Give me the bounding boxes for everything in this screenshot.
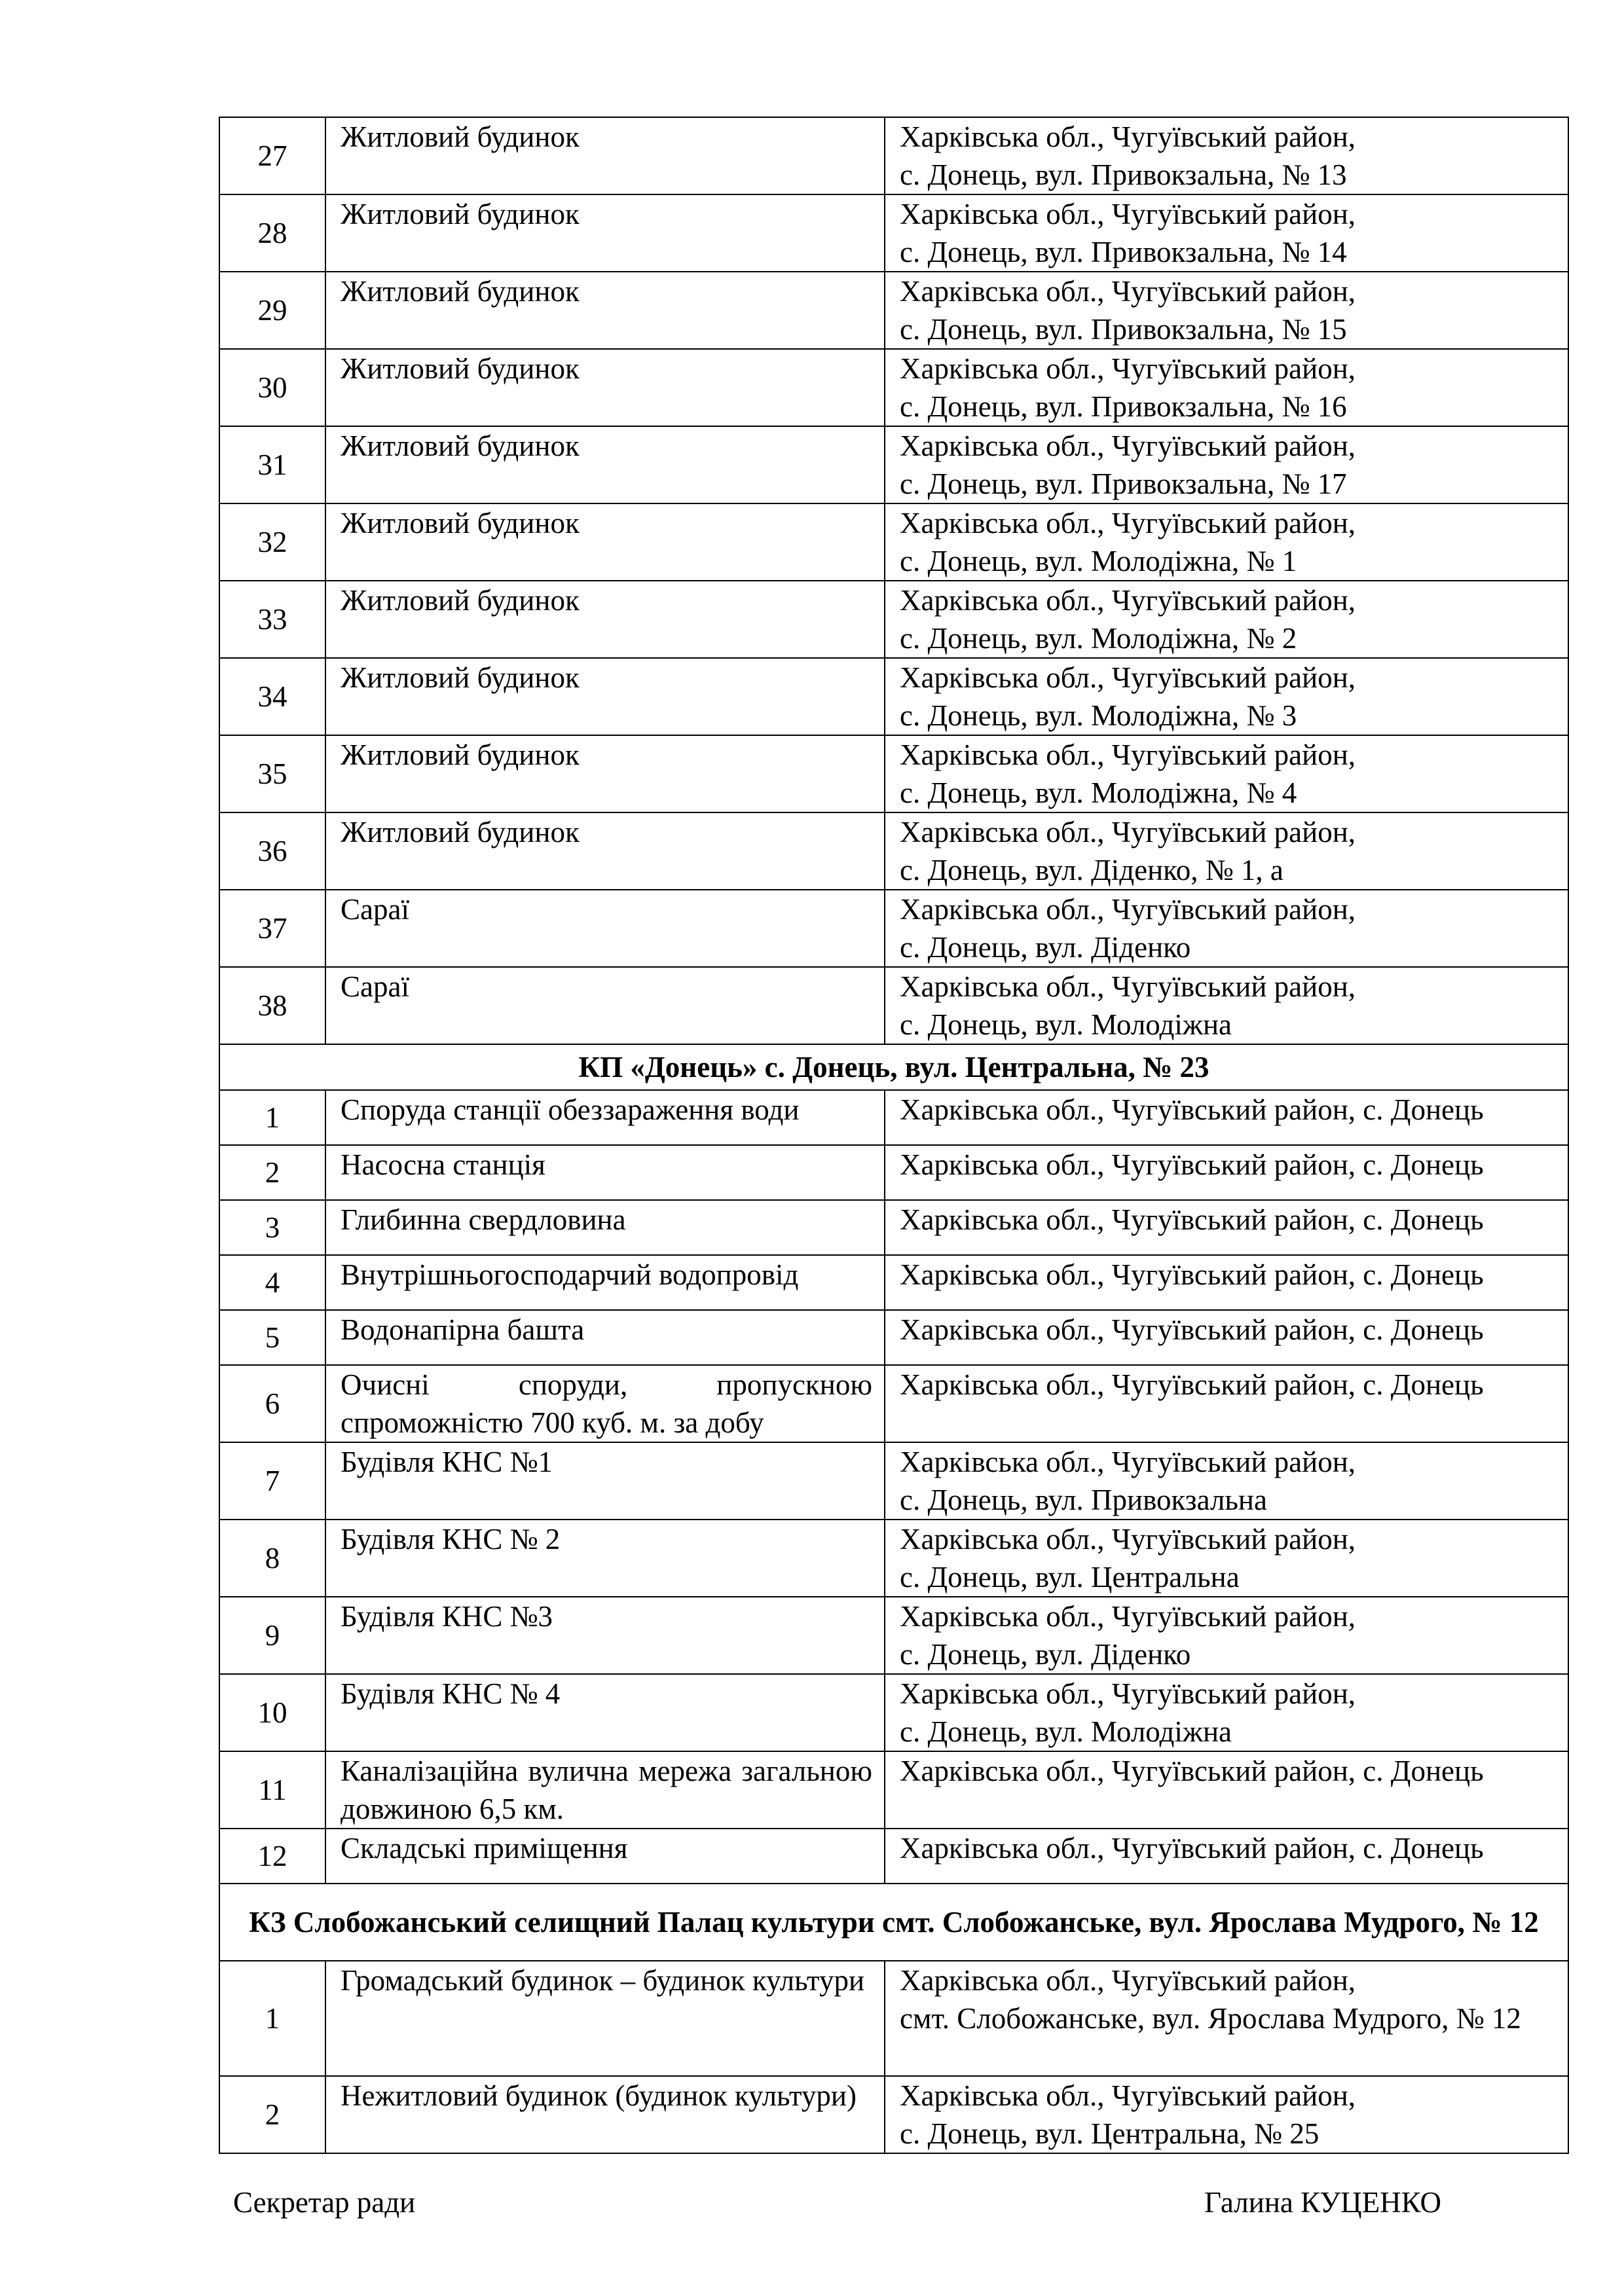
object-name: Будівля КНС №1: [325, 1442, 885, 1520]
section-heading-kz: КЗ Слобожанський селищний Палац культури смт. Слобожанське, вул. Ярослава Мудрого, № 12: [219, 1884, 1568, 1961]
object-name: Житловий будинок: [325, 349, 885, 426]
object-address: Харківська обл., Чугуївський район, с. Донець, вул. Молодіжна, № 3: [885, 658, 1568, 735]
object-address: Харківська обл., Чугуївський район, с. Донець, вул. Молодіжна, № 2: [885, 581, 1568, 658]
table-row: [219, 1145, 1568, 1200]
object-name: Насосна станція: [325, 1145, 885, 1200]
row-number: 10: [219, 1674, 325, 1751]
object-name: Будівля КНС №3: [325, 1597, 885, 1674]
signature-block: [219, 2183, 1568, 2229]
section-header-row: [219, 1044, 1568, 1090]
table-row: [219, 272, 1568, 349]
object-name: Житловий будинок: [325, 426, 885, 503]
object-name: Житловий будинок: [325, 658, 885, 735]
row-number: 34: [219, 658, 325, 735]
row-number: 3: [219, 1200, 325, 1255]
table-row: [219, 1674, 1568, 1751]
object-name: Житловий будинок: [325, 272, 885, 349]
row-number: 29: [219, 272, 325, 349]
object-name: Глибинна свердловина: [325, 1200, 885, 1255]
table-row: [219, 658, 1568, 735]
object-name: Житловий будинок: [325, 581, 885, 658]
section-header-row: [219, 1884, 1568, 1961]
object-address: Харківська обл., Чугуївський район, с. Донець: [885, 1200, 1568, 1255]
object-name: Очисні споруди, пропускною спроможністю 700 куб. м. за добу: [325, 1365, 885, 1442]
table-row: [219, 2076, 1568, 2153]
row-number: 36: [219, 812, 325, 890]
row-number: 33: [219, 581, 325, 658]
object-address: Харківська обл., Чугуївський район, с. Донець, вул. Діденко: [885, 1597, 1568, 1674]
object-address: Харківська обл., Чугуївський район, смт. Слобожанське, вул. Ярослава Мудрого, № 12: [885, 1961, 1568, 2076]
table-row: [219, 735, 1568, 812]
table-row: [219, 581, 1568, 658]
object-address: Харківська обл., Чугуївський район, с. Донець, вул. Молодіжна: [885, 1674, 1568, 1751]
row-number: 28: [219, 194, 325, 272]
object-name: Житловий будинок: [325, 194, 885, 272]
row-number: 31: [219, 426, 325, 503]
row-number: 37: [219, 890, 325, 967]
table-row: [219, 1597, 1568, 1674]
object-address: Харківська обл., Чугуївський район, с. Донець, вул. Привокзальна, № 16: [885, 349, 1568, 426]
row-number: 27: [219, 117, 325, 194]
row-number: 2: [219, 1145, 325, 1200]
object-name: Житловий будинок: [325, 812, 885, 890]
object-address: Харківська обл., Чугуївський район, с. Донець, вул. Центральна: [885, 1520, 1568, 1597]
row-number: 1: [219, 1090, 325, 1145]
object-name: Житловий будинок: [325, 117, 885, 194]
object-address: Харківська обл., Чугуївський район, с. Донець: [885, 1310, 1568, 1365]
row-number: 7: [219, 1442, 325, 1520]
object-address: Харківська обл., Чугуївський район, с. Донець: [885, 1751, 1568, 1829]
signer-name: Галина КУЦЕНКО: [1204, 2186, 1441, 2219]
object-name: Нежитловий будинок (будинок культури): [325, 2076, 885, 2153]
table-row: [219, 1751, 1568, 1829]
table-row: [219, 967, 1568, 1044]
table-row: [219, 1365, 1568, 1442]
object-name: Внутрішньогосподарчий водопровід: [325, 1255, 885, 1310]
object-address: Харківська обл., Чугуївський район, с. Донець: [885, 1829, 1568, 1884]
row-number: 6: [219, 1365, 325, 1442]
object-name: Житловий будинок: [325, 735, 885, 812]
table-row: [219, 1442, 1568, 1520]
object-address: Харківська обл., Чугуївський район, с. Донець, вул. Молодіжна, № 1: [885, 503, 1568, 581]
object-name: Каналізаційна вулична мережа загальною довжиною 6,5 км.: [325, 1751, 885, 1829]
object-address: Харківська обл., Чугуївський район, с. Донець, вул. Діденко, № 1, а: [885, 812, 1568, 890]
table-row: [219, 1200, 1568, 1255]
object-address: Харківська обл., Чугуївський район, с. Донець, вул. Діденко: [885, 890, 1568, 967]
object-name: Сараї: [325, 890, 885, 967]
table-row: [219, 1520, 1568, 1597]
object-name: Сараї: [325, 967, 885, 1044]
table-row: [219, 194, 1568, 272]
row-number: 30: [219, 349, 325, 426]
object-name: Складські приміщення: [325, 1829, 885, 1884]
row-number: 8: [219, 1520, 325, 1597]
table-row: [219, 1310, 1568, 1365]
object-name: Водонапірна башта: [325, 1310, 885, 1365]
object-address: Харківська обл., Чугуївський район, с. Донець: [885, 1090, 1568, 1145]
object-address: Харківська обл., Чугуївський район, с. Донець: [885, 1365, 1568, 1442]
object-name: Житловий будинок: [325, 503, 885, 581]
row-number: 2: [219, 2076, 325, 2153]
row-number: 12: [219, 1829, 325, 1884]
row-number: 35: [219, 735, 325, 812]
row-number: 38: [219, 967, 325, 1044]
object-address: Харківська обл., Чугуївський район, с. Донець: [885, 1145, 1568, 1200]
table-row: [219, 890, 1568, 967]
object-address: Харківська обл., Чугуївський район, с. Донець, вул. Привокзальна, № 14: [885, 194, 1568, 272]
table-row: [219, 1255, 1568, 1310]
object-address: Харківська обл., Чугуївський район, с. Донець, вул. Молодіжна: [885, 967, 1568, 1044]
table-row: [219, 503, 1568, 581]
section-heading-kp: КП «Донець» с. Донець, вул. Центральна, № 23: [219, 1044, 1568, 1090]
object-address: Харківська обл., Чугуївський район, с. Донець: [885, 1255, 1568, 1310]
table-row: [219, 426, 1568, 503]
object-name: Споруда станції обеззараження води: [325, 1090, 885, 1145]
table-row: [219, 812, 1568, 890]
object-address: Харківська обл., Чугуївський район, с. Донець, вул. Центральна, № 25: [885, 2076, 1568, 2153]
object-name: Будівля КНС № 2: [325, 1520, 885, 1597]
object-address: Харківська обл., Чугуївський район, с. Донець, вул. Молодіжна, № 4: [885, 735, 1568, 812]
object-address: Харківська обл., Чугуївський район, с. Донець, вул. Привокзальна: [885, 1442, 1568, 1520]
object-name: Будівля КНС № 4: [325, 1674, 885, 1751]
object-address: Харківська обл., Чугуївський район, с. Донець, вул. Привокзальна, № 13: [885, 117, 1568, 194]
property-table-body: [219, 117, 1568, 2153]
object-address: Харківська обл., Чугуївський район, с. Донець, вул. Привокзальна, № 17: [885, 426, 1568, 503]
row-number: 4: [219, 1255, 325, 1310]
row-number: 1: [219, 1961, 325, 2076]
signer-position: Секретар ради: [233, 2186, 416, 2219]
table-row: [219, 117, 1568, 194]
property-table: [219, 117, 1569, 2154]
table-row: [219, 1961, 1568, 2076]
object-address: Харківська обл., Чугуївський район, с. Донець, вул. Привокзальна, № 15: [885, 272, 1568, 349]
table-row: [219, 349, 1568, 426]
row-number: 11: [219, 1751, 325, 1829]
row-number: 32: [219, 503, 325, 581]
row-number: 5: [219, 1310, 325, 1365]
object-name: Громадський будинок – будинок культури: [325, 1961, 885, 2076]
row-number: 9: [219, 1597, 325, 1674]
table-row: [219, 1829, 1568, 1884]
table-row: [219, 1090, 1568, 1145]
